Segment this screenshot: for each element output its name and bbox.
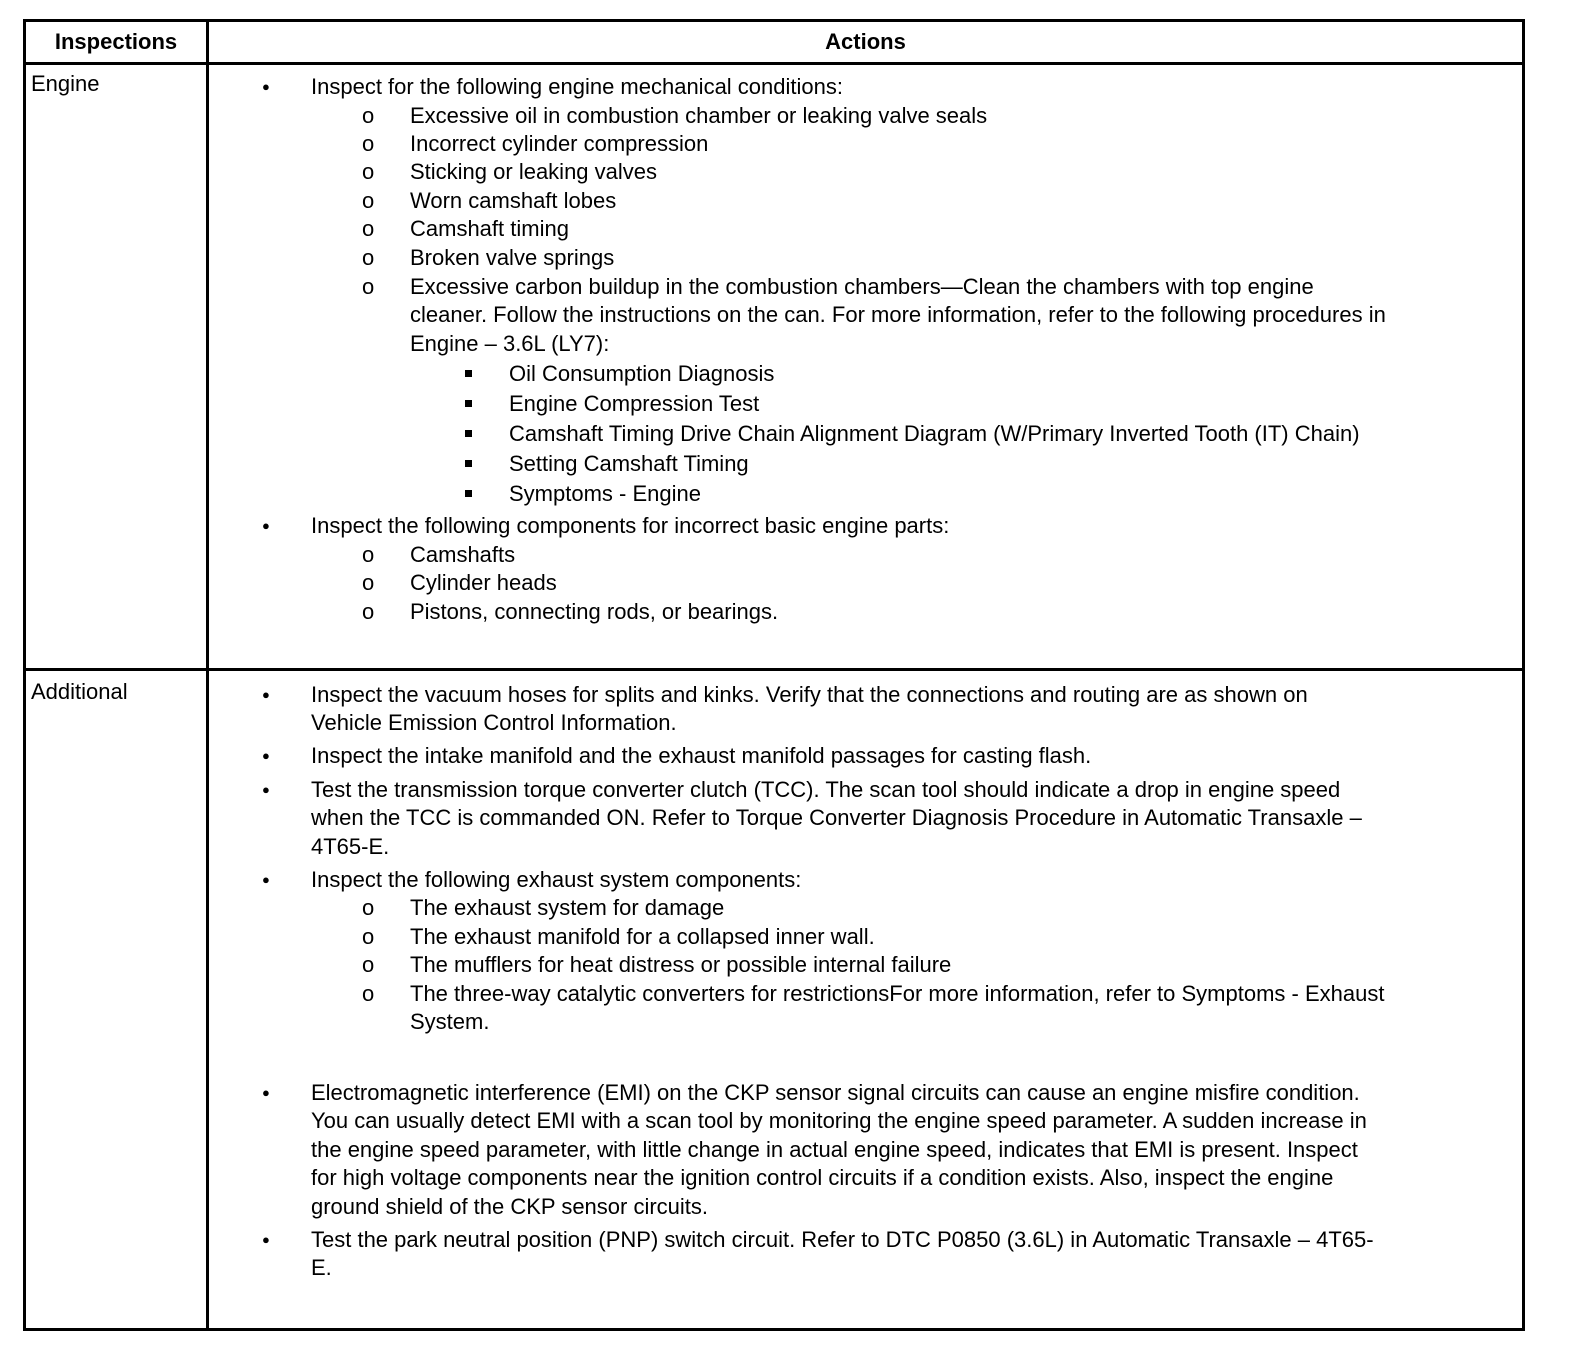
bullet-icon: ● xyxy=(262,872,270,887)
square-bullet-icon xyxy=(465,460,472,467)
header-divider xyxy=(26,62,1522,65)
row-label-engine: Engine xyxy=(31,71,100,96)
item-text: cleaner. Follow the instructions on the can. For more information, refer to the following procedures in xyxy=(410,302,1386,328)
circle-bullet-icon: o xyxy=(362,981,375,1006)
item-text: Incorrect cylinder compression xyxy=(410,131,709,156)
square-bullet-icon xyxy=(465,490,472,497)
circle-bullet-icon: o xyxy=(362,274,375,299)
item-text: Setting Camshaft Timing xyxy=(509,451,749,476)
column-divider xyxy=(206,22,209,1328)
header-actions: Actions xyxy=(825,29,906,54)
circle-bullet-icon: o xyxy=(362,542,375,567)
item-text: when the TCC is commanded ON. Refer to Torque Converter Diagnosis Procedure in Automatic Transaxle – xyxy=(311,805,1362,831)
bullet-icon: ● xyxy=(262,79,270,94)
circle-bullet-icon: o xyxy=(362,895,375,920)
item-text: Oil Consumption Diagnosis xyxy=(509,361,775,386)
item-text: Inspect for the following engine mechanical conditions: xyxy=(311,74,843,99)
item-text: Engine Compression Test xyxy=(509,391,760,416)
item-text: The three-way catalytic converters for restrictionsFor more information, refer to Symptoms - Exhaust xyxy=(410,981,1385,1006)
circle-bullet-icon: o xyxy=(362,216,375,241)
item-text: Camshafts xyxy=(410,542,516,567)
item-text: Excessive carbon buildup in the combustion chambers—Clean the chambers with top engine xyxy=(410,274,1314,299)
circle-bullet-icon: o xyxy=(362,188,375,213)
circle-bullet-icon: o xyxy=(362,924,375,949)
item-text: Test the park neutral position (PNP) switch circuit. Refer to DTC P0850 (3.6L) in Automatic Transaxle – 4T65- xyxy=(311,1227,1374,1252)
circle-bullet-icon: o xyxy=(362,245,375,270)
item-text: Inspect the following components for incorrect basic engine parts: xyxy=(311,513,950,538)
row-divider xyxy=(26,668,1522,671)
item-text: Inspect the following exhaust system components: xyxy=(311,867,802,892)
item-text: Electromagnetic interference (EMI) on the CKP sensor signal circuits can cause an engine misfire condition. xyxy=(311,1080,1360,1105)
item-text: ground shield of the CKP sensor circuits. xyxy=(311,1193,709,1219)
item-text: Symptoms - Engine xyxy=(509,481,701,506)
item-text: for high voltage components near the ignition control circuits if a condition exists. Also, inspect the engine xyxy=(311,1165,1334,1191)
bullet-icon: ● xyxy=(262,687,270,702)
item-text: Test the transmission torque converter clutch (TCC). The scan tool should indicate a drop in engine speed xyxy=(311,777,1341,802)
header-inspections: Inspections xyxy=(54,29,178,54)
circle-bullet-icon: o xyxy=(362,131,375,156)
item-text: System. xyxy=(410,1009,490,1035)
bullet-icon: ● xyxy=(262,748,270,763)
item-text: E. xyxy=(311,1255,332,1281)
item-text: The exhaust manifold for a collapsed inner wall. xyxy=(410,924,875,949)
circle-bullet-icon: o xyxy=(362,570,375,595)
inspection-table xyxy=(23,19,1525,1331)
item-text: 4T65-E. xyxy=(311,833,390,859)
bullet-icon: ● xyxy=(262,518,270,533)
item-text: Excessive oil in combustion chamber or leaking valve seals xyxy=(410,103,988,128)
circle-bullet-icon: o xyxy=(362,103,375,128)
bullet-icon: ● xyxy=(262,1232,270,1247)
item-text: The exhaust system for damage xyxy=(410,895,725,920)
item-text: Camshaft Timing Drive Chain Alignment Diagram (W/Primary Inverted Tooth (IT) Chain) xyxy=(509,421,1360,446)
item-text: Cylinder heads xyxy=(410,570,557,595)
circle-bullet-icon: o xyxy=(362,952,375,977)
circle-bullet-icon: o xyxy=(362,159,375,184)
item-text: Broken valve springs xyxy=(410,245,615,270)
item-text: You can usually detect EMI with a scan tool by monitoring the engine speed parameter. A sudden increase in xyxy=(311,1108,1367,1134)
bullet-icon: ● xyxy=(262,1085,270,1100)
item-text: Pistons, connecting rods, or bearings. xyxy=(410,599,779,624)
item-text: Worn camshaft lobes xyxy=(410,188,617,213)
square-bullet-icon xyxy=(465,370,472,377)
circle-bullet-icon: o xyxy=(362,599,375,624)
bullet-icon: ● xyxy=(262,782,270,797)
item-text: Sticking or leaking valves xyxy=(410,159,658,184)
item-text: The mufflers for heat distress or possible internal failure xyxy=(410,952,952,977)
item-text: Vehicle Emission Control Information. xyxy=(311,710,677,736)
row-label-additional: Additional xyxy=(31,679,128,704)
square-bullet-icon xyxy=(465,400,472,407)
item-text: Inspect the intake manifold and the exhaust manifold passages for casting flash. xyxy=(311,743,1092,768)
item-text: the engine speed parameter, with little change in actual engine speed, indicates that EMI is present. Inspect xyxy=(311,1136,1358,1162)
item-text: Inspect the vacuum hoses for splits and kinks. Verify that the connections and routing are as shown on xyxy=(311,682,1308,707)
item-text: Engine – 3.6L (LY7): xyxy=(410,330,610,356)
square-bullet-icon xyxy=(465,430,472,437)
item-text: Camshaft timing xyxy=(410,216,569,241)
